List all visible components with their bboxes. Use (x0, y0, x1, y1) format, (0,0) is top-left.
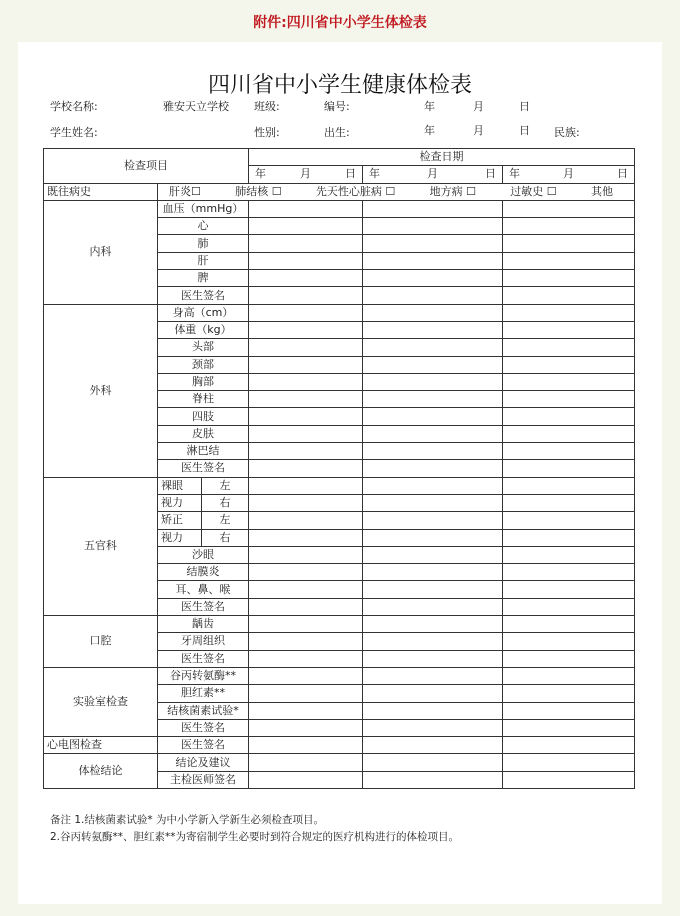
date-cell-3[interactable]: 年 月 日 (503, 166, 635, 183)
header-day-1: 日 (519, 100, 530, 113)
item-weight: 体重（kg） (158, 321, 249, 338)
section-oral: 口腔 (44, 616, 158, 668)
result-cell[interactable] (503, 616, 635, 633)
result-cell[interactable] (503, 321, 635, 338)
result-cell[interactable] (363, 685, 503, 702)
item-doctor-signature: 医生签名 (158, 287, 249, 304)
result-cell[interactable] (249, 287, 363, 304)
result-cell[interactable] (363, 650, 503, 667)
result-cell[interactable] (363, 304, 503, 321)
item-lymph: 淋巴结 (158, 443, 249, 460)
item-doctor-signature: 医生签名 (158, 737, 249, 754)
item-blood-pressure: 血压（mmHg） (158, 200, 249, 217)
item-left: 左 (202, 477, 249, 494)
item-head: 头部 (158, 339, 249, 356)
item-periodontal: 牙周组织 (158, 633, 249, 650)
header-year-1: 年 (424, 100, 435, 113)
item-doctor-signature: 医生签名 (158, 598, 249, 615)
result-cell[interactable] (503, 494, 635, 511)
result-cell[interactable] (249, 339, 363, 356)
item-corrected-vision-2: 视力 (158, 529, 202, 546)
result-cell[interactable] (363, 200, 503, 217)
result-cell[interactable] (363, 702, 503, 719)
result-cell[interactable] (363, 754, 503, 771)
result-cell[interactable] (503, 391, 635, 408)
result-cell[interactable] (503, 581, 635, 598)
section-conclusion: 体检结论 (44, 754, 158, 789)
result-cell[interactable] (249, 685, 363, 702)
result-cell[interactable] (249, 477, 363, 494)
result-cell[interactable] (503, 200, 635, 217)
result-cell[interactable] (503, 425, 635, 442)
date-header: 检查日期 (249, 149, 635, 166)
result-cell[interactable] (503, 650, 635, 667)
result-cell[interactable] (503, 546, 635, 563)
attachment-title: 附件:四川省中小学生体检表 (253, 15, 427, 31)
result-cell[interactable] (363, 529, 503, 546)
item-spine: 脊柱 (158, 391, 249, 408)
number-label: 编号: (324, 100, 350, 113)
result-cell[interactable] (363, 391, 503, 408)
result-cell[interactable] (249, 633, 363, 650)
item-naked-vision-1: 裸眼 (158, 477, 202, 494)
result-cell[interactable] (503, 373, 635, 390)
result-cell[interactable] (249, 616, 363, 633)
result-cell[interactable] (249, 270, 363, 287)
result-cell[interactable] (363, 235, 503, 252)
result-cell[interactable] (503, 737, 635, 754)
result-cell[interactable] (363, 737, 503, 754)
result-cell[interactable] (249, 391, 363, 408)
result-cell[interactable] (363, 287, 503, 304)
result-cell[interactable] (503, 598, 635, 615)
result-cell[interactable] (503, 252, 635, 269)
result-cell[interactable] (363, 633, 503, 650)
result-cell[interactable] (363, 218, 503, 235)
note-line-2: 2.谷丙转氨酶**、胆红素**为寄宿制学生必要时到符合规定的医疗机构进行的体检项目。 (50, 831, 460, 843)
result-cell[interactable] (249, 564, 363, 581)
school-name-label: 学校名称: (50, 100, 98, 113)
item-tuberculin: 结核菌素试验* (158, 702, 249, 719)
item-height: 身高（cm） (158, 304, 249, 321)
result-cell[interactable] (503, 771, 635, 788)
gender-label: 性别: (254, 126, 280, 139)
result-cell[interactable] (503, 564, 635, 581)
result-cell[interactable] (363, 477, 503, 494)
result-cell[interactable] (363, 356, 503, 373)
result-cell[interactable] (363, 460, 503, 477)
item-doctor-signature: 医生签名 (158, 460, 249, 477)
result-cell[interactable] (503, 287, 635, 304)
item-right: 右 (202, 494, 249, 511)
result-cell[interactable] (249, 218, 363, 235)
item-bilirubin: 胆红素** (158, 685, 249, 702)
result-cell[interactable] (363, 321, 503, 338)
result-cell[interactable] (363, 771, 503, 788)
item-chest: 胸部 (158, 373, 249, 390)
result-cell[interactable] (249, 719, 363, 736)
date-cell-2[interactable]: 年 月 日 (363, 166, 503, 183)
result-cell[interactable] (503, 719, 635, 736)
result-cell[interactable] (363, 512, 503, 529)
result-cell[interactable] (249, 512, 363, 529)
result-cell[interactable] (363, 252, 503, 269)
result-cell[interactable] (363, 270, 503, 287)
result-cell[interactable] (249, 460, 363, 477)
item-heart: 心 (158, 218, 249, 235)
history-label: 既往病史 (44, 183, 158, 200)
result-cell[interactable] (249, 321, 363, 338)
result-cell[interactable] (503, 667, 635, 684)
item-neck: 颈部 (158, 356, 249, 373)
item-left: 左 (202, 512, 249, 529)
result-cell[interactable] (363, 667, 503, 684)
result-cell[interactable] (503, 339, 635, 356)
result-cell[interactable] (503, 633, 635, 650)
item-naked-vision-2: 视力 (158, 494, 202, 511)
section-facial: 五官科 (44, 477, 158, 615)
item-skin: 皮肤 (158, 425, 249, 442)
note-line-1: 备注 1.结核菌素试验* 为中小学新入学新生必须检查项目。 (50, 814, 324, 826)
result-cell[interactable] (249, 408, 363, 425)
date-cell-1[interactable]: 年 月 日 (249, 166, 363, 183)
item-right: 右 (202, 529, 249, 546)
result-cell[interactable] (503, 702, 635, 719)
result-cell[interactable] (249, 200, 363, 217)
result-cell[interactable] (249, 529, 363, 546)
item-trachoma: 沙眼 (158, 546, 249, 563)
result-cell[interactable] (503, 685, 635, 702)
item-chief-signature: 主检医师签名 (158, 771, 249, 788)
result-cell[interactable] (363, 719, 503, 736)
result-cell[interactable] (249, 373, 363, 390)
result-cell[interactable] (249, 425, 363, 442)
result-cell[interactable] (503, 754, 635, 771)
item-liver: 肝 (158, 252, 249, 269)
header-day-2: 日 (519, 124, 530, 137)
header-month-2: 月 (473, 124, 484, 137)
history-options[interactable]: 肝炎☐ 肺结核 ☐ 先天性心脏病 ☐ 地方病 ☐ 过敏史 ☐ 其他 (158, 183, 635, 200)
health-check-table (43, 148, 635, 789)
result-cell[interactable] (249, 754, 363, 771)
result-cell[interactable] (363, 443, 503, 460)
result-cell[interactable] (503, 512, 635, 529)
item-corrected-vision-1: 矫正 (158, 512, 202, 529)
result-cell[interactable] (503, 460, 635, 477)
result-cell[interactable] (363, 408, 503, 425)
student-name-label: 学生姓名: (50, 126, 98, 139)
result-cell[interactable] (363, 339, 503, 356)
result-cell[interactable] (363, 616, 503, 633)
item-caries: 龋齿 (158, 616, 249, 633)
result-cell[interactable] (249, 771, 363, 788)
result-cell[interactable] (249, 702, 363, 719)
item-alt: 谷丙转氨酶** (158, 667, 249, 684)
school-name-value: 雅安天立学校 (163, 100, 229, 113)
item-doctor-signature: 医生签名 (158, 719, 249, 736)
items-header: 检查项目 (44, 149, 249, 184)
birth-label: 出生: (324, 126, 350, 139)
result-cell[interactable] (503, 408, 635, 425)
result-cell[interactable] (503, 477, 635, 494)
result-cell[interactable] (503, 443, 635, 460)
ethnicity-label: 民族: (554, 126, 580, 139)
class-label: 班级: (254, 100, 280, 113)
result-cell[interactable] (503, 270, 635, 287)
result-cell[interactable] (249, 737, 363, 754)
result-cell[interactable] (503, 529, 635, 546)
result-cell[interactable] (249, 356, 363, 373)
item-limbs: 四肢 (158, 408, 249, 425)
section-lab: 实验室检查 (44, 667, 158, 736)
header-year-2: 年 (424, 124, 435, 137)
result-cell[interactable] (363, 373, 503, 390)
result-cell[interactable] (249, 650, 363, 667)
item-ent: 耳、鼻、喉 (158, 581, 249, 598)
result-cell[interactable] (503, 235, 635, 252)
result-cell[interactable] (249, 598, 363, 615)
item-lung: 肺 (158, 235, 249, 252)
form-title: 四川省中小学生健康体检表 (207, 73, 472, 98)
result-cell[interactable] (249, 494, 363, 511)
result-cell[interactable] (249, 667, 363, 684)
result-cell[interactable] (363, 581, 503, 598)
item-conjunctivitis: 结膜炎 (158, 564, 249, 581)
result-cell[interactable] (503, 218, 635, 235)
section-surgery: 外科 (44, 304, 158, 477)
result-cell[interactable] (249, 581, 363, 598)
result-cell[interactable] (249, 252, 363, 269)
result-cell[interactable] (363, 546, 503, 563)
result-cell[interactable] (249, 443, 363, 460)
result-cell[interactable] (503, 356, 635, 373)
item-doctor-signature: 医生签名 (158, 650, 249, 667)
result-cell[interactable] (249, 304, 363, 321)
header-month-1: 月 (473, 100, 484, 113)
section-internal: 内科 (44, 200, 158, 304)
result-cell[interactable] (249, 546, 363, 563)
section-ecg: 心电图检查 (44, 737, 158, 754)
result-cell[interactable] (363, 564, 503, 581)
result-cell[interactable] (363, 425, 503, 442)
result-cell[interactable] (363, 598, 503, 615)
result-cell[interactable] (503, 304, 635, 321)
result-cell[interactable] (249, 235, 363, 252)
item-conclusion: 结论及建议 (158, 754, 249, 771)
item-spleen: 脾 (158, 270, 249, 287)
result-cell[interactable] (363, 494, 503, 511)
